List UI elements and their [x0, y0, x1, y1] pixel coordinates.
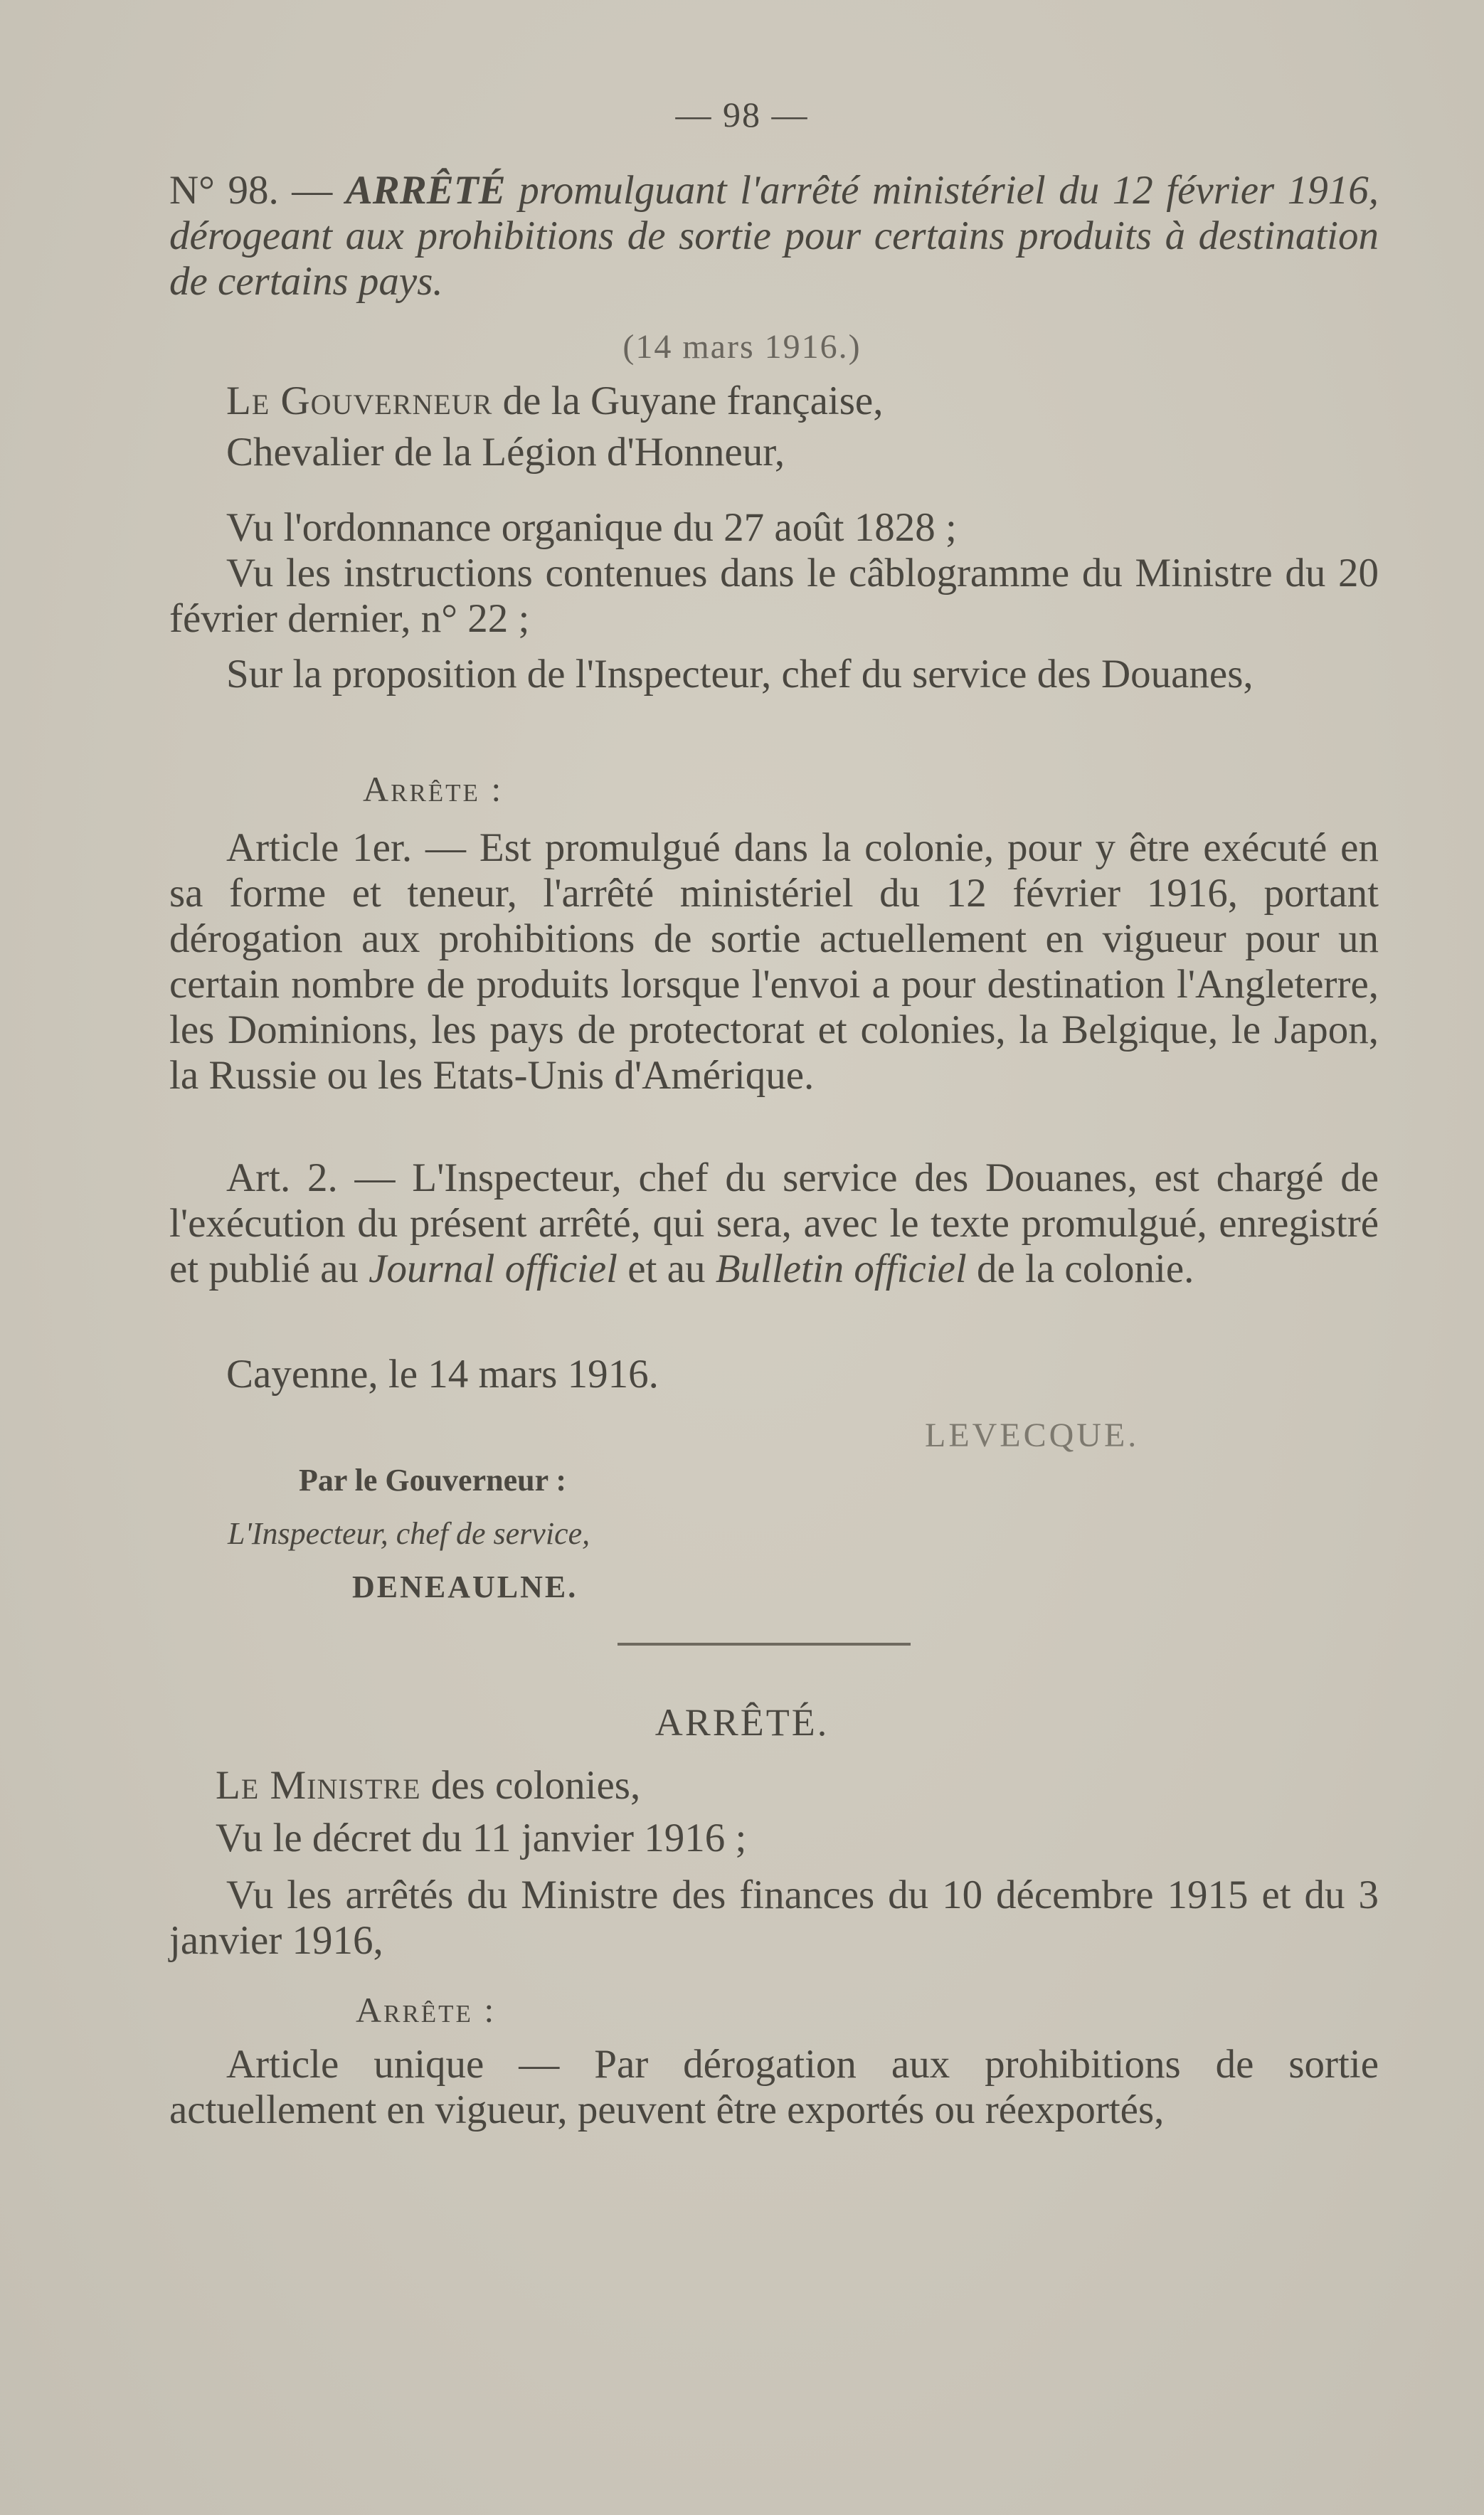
article-2 — [169, 1155, 1379, 1292]
divider-rule — [618, 1643, 911, 1646]
governor-title: de la Guyane française, — [502, 378, 884, 423]
journal-officiel: Journal officiel — [369, 1246, 618, 1291]
article-2-mid: et au — [627, 1246, 706, 1291]
decree-heading — [169, 168, 1379, 305]
decree-number: N° 98. — — [169, 168, 333, 213]
bulletin-officiel: Bulletin officiel — [715, 1246, 967, 1291]
ministre-word: Le Ministre — [216, 1763, 421, 1808]
article-unique: Article unique — Par dérogation aux prohibitions de sortie actuellement en vigueur, peuvent être exportés ou réexportés, — [169, 2042, 1379, 2132]
page-number: — 98 — — [675, 95, 809, 134]
governor-signature: LEVECQUE. — [925, 1417, 1140, 1454]
governor-order: Chevalier de la Légion d'Honneur, — [226, 430, 785, 475]
governor-word: Le Gouverneur — [226, 378, 493, 423]
article-1: Article 1er. — Est promulgué dans la colonie, pour y être exécuté en sa forme et teneur, l'arrêté ministériel du 12 février 1916, portant dérogation aux prohibitions de sortie actuellement en vigueur pour un certain nombre de produits lorsque l'envoi a pour destination l'Angleterre, les Dominions, les pays de protectorat et colonies, la Belgique, le Japon, la Russie ou les Etats-Unis d'Amérique. — [169, 825, 1379, 1098]
vu-instructions: Vu les instructions contenues dans le câblogramme du Ministre du 20 février dernier, n° 22 ; — [169, 551, 1379, 641]
arrete-title: ARRÊTÉ. — [654, 1701, 830, 1744]
ministre-rest: des colonies, — [430, 1763, 641, 1808]
article-2-start: Art. 2. — L'Inspecteur, chef du service des Douanes, est chargé de l'exécution du présent arrêté, qui sera, avec le texte promulgué, enregistré et publié au — [169, 1155, 1379, 1291]
par-le-gouverneur: Par le Gouverneur : — [299, 1463, 566, 1498]
decree-type: ARRÊTÉ — [345, 168, 506, 213]
article-2-end: de la colonie. — [976, 1246, 1194, 1291]
decree-date: (14 mars 1916.) — [622, 328, 862, 366]
inspecteur-title: L'Inspecteur, chef de service, — [228, 1516, 590, 1551]
vu-arretes: Vu les arrêtés du Ministre des finances du 10 décembre 1915 et du 3 janvier 1916, — [169, 1873, 1379, 1963]
arrete-label-2: Arrête : — [356, 1990, 497, 2030]
place-date: Cayenne, le 14 mars 1916. — [226, 1352, 659, 1397]
sur-proposition: Sur la proposition de l'Inspecteur, chef du service des Douanes, — [226, 652, 1254, 697]
arrete-label-1: Arrête : — [363, 769, 504, 809]
ministre-line — [169, 1763, 1379, 1809]
governor-line — [169, 378, 1379, 424]
vu-decret: Vu le décret du 11 janvier 1916 ; — [216, 1816, 747, 1860]
vu-ordonnance: Vu l'ordonnance organique du 27 août 1828 ; — [226, 505, 957, 550]
inspecteur-signature: DENEAULNE. — [352, 1569, 578, 1604]
decree-subject: promulguant l'arrêté ministériel du 12 février 1916, dérogeant aux prohibitions de sortie pour certains produits à destination de certains pays. — [169, 168, 1379, 304]
